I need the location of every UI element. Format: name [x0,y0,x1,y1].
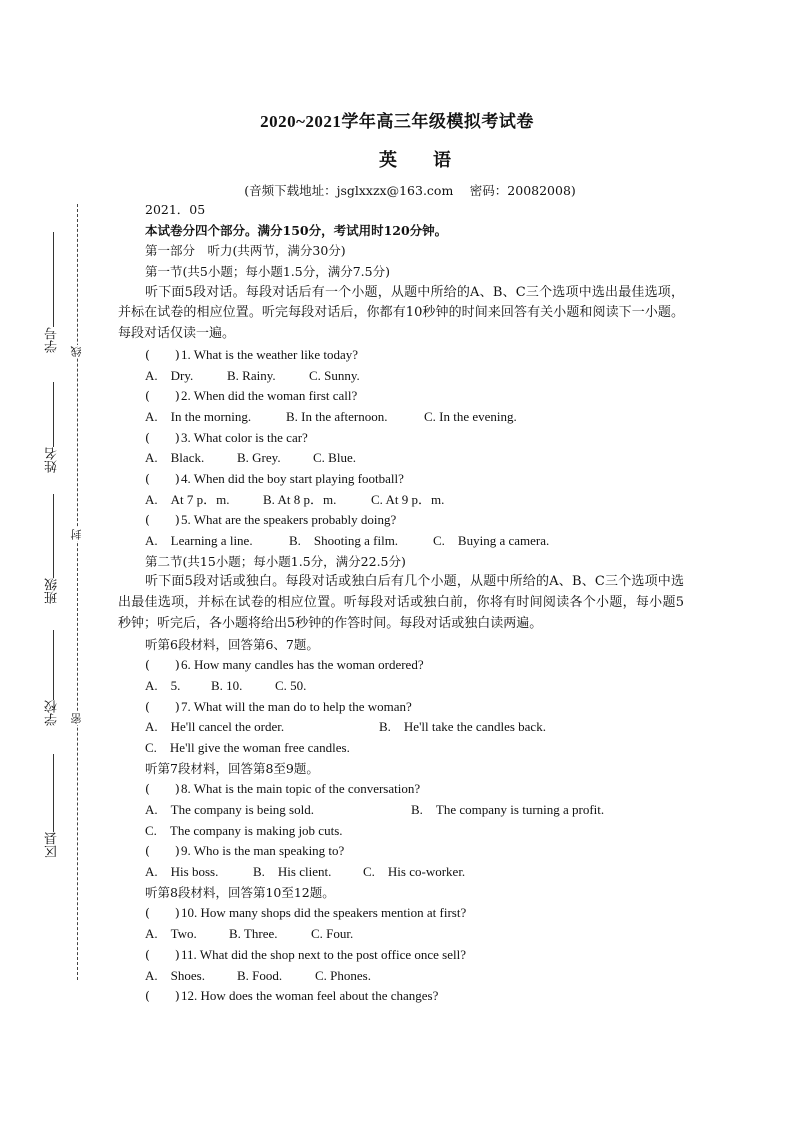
class-field [42,492,64,604]
binding-dashed-line [77,204,78,980]
option-a: A. Learning a line. [145,533,253,549]
option-a: A. His boss. [145,864,219,880]
options-row [118,717,684,738]
question: ( )9. Who is the man speaking to? [118,841,684,862]
option-a: A. 5. [145,677,181,693]
student-id-field [42,230,64,353]
exam-intro: 本试卷分四个部分。满分150分，考试用时120分钟。 [145,222,448,238]
option-a: A. Two. [145,926,197,942]
question-number: 10 [181,905,194,921]
answer-blank[interactable]: ( ) [145,657,180,673]
option-b: B. He'll take the candles back. [379,719,546,735]
question: ( )6. How many candles has the woman ordered? [118,655,684,676]
option-a: A. In the morning. [145,408,252,424]
question-number: 4 [181,470,188,486]
question-text: Who is the man speaking to? [193,843,345,859]
answer-blank[interactable]: ( ) [145,843,180,859]
question-number: 12 [181,988,194,1004]
class-blank[interactable] [53,494,54,578]
options-row [118,490,684,511]
district-label: 区县 [45,832,60,858]
answer-blank[interactable]: ( ) [145,946,180,962]
seal-line-char: 线 [70,346,83,357]
student-id-blank[interactable] [53,232,54,327]
option-c: C. 50. [275,677,307,693]
name-blank[interactable] [53,382,54,447]
question: ( )4. When did the boy start playing football? [118,469,684,490]
option-c: C. Four. [311,926,354,942]
options-row [118,924,684,945]
question-text: How many candles has the woman ordered? [194,657,424,673]
options-row [118,800,684,821]
question-number: 5 [181,512,188,528]
answer-blank[interactable]: ( ) [145,346,180,362]
question: ( )7. What will the man do to help the woman? [118,697,684,718]
option-c: C. Sunny. [309,367,360,383]
option-b: B. At 8 p．m. [263,491,337,507]
option-a: A. Dry. [145,367,194,383]
answer-blank[interactable]: ( ) [145,781,180,797]
seal-seal-char: 封 [70,529,83,540]
answer-blank[interactable]: ( ) [145,988,180,1004]
question: ( )3. What color is the car? [118,428,684,449]
question-number: 3 [181,429,188,445]
option-b: B. 10. [211,677,243,693]
question-text: What color is the car? [193,429,308,445]
seal-secret-char: 密 [70,713,83,724]
question-number: 7 [181,698,188,714]
district-blank[interactable] [53,754,54,832]
option-c: C. Blue. [313,450,356,466]
page-title: 2020~2021学年高三年级模拟考试卷 [260,112,534,131]
question-text: When did the boy start playing football? [193,470,404,486]
question-number: 6 [181,657,188,673]
answer-blank[interactable]: ( ) [145,470,180,486]
options-row [118,738,684,759]
question: ( )2. When did the woman first call? [118,386,684,407]
class-label: 班级 [45,578,60,604]
question-number: 11 [181,946,194,962]
options-row [118,407,684,428]
answer-blank[interactable]: ( ) [145,512,180,528]
option-c: C. Buying a camera. [433,533,550,549]
option-b: B. Three. [229,926,278,942]
district-field [42,752,64,858]
options-row [118,676,684,697]
section1-title: 第一节(共5小题；每小题1.5分，满分7.5分) [145,264,390,280]
option-c: C. He'll give the woman free candles. [145,739,350,755]
question: ( )10. How many shops did the speakers mention at first? [118,903,684,924]
school-label: 学校 [45,700,60,726]
options-row [118,862,684,883]
question-number: 8 [181,781,188,797]
option-a: A. He'll cancel the order. [145,719,285,735]
student-id-label: 学号 [45,327,60,353]
section1-instructions: 听下面5段对话。每段对话后有一个小题，从题中所给的A、B、C三个选项中选出最佳选项，并标在试卷的相应位置。听完每段对话后，你都有10秒钟的时间来回答有关小题和阅读下一小题。每段对话仅读一遍。 [118,284,684,342]
question-number: 2 [181,388,188,404]
answer-blank[interactable]: ( ) [145,905,180,921]
exam-content [118,200,684,1007]
option-b: B. Food. [237,967,283,983]
material-6-note: 听第6段材料，回答第6、7题。 [145,636,319,652]
section2-instructions: 听下面5段对话或独白。每段对话或独白后有几个小题，从题中所给的A、B、C三个选项中选出最佳选项，并标在试卷的相应位置。听每段对话或独白前，你将有时间阅读各个小题，每小题5秒钟；听完后，各小题将给出5秒钟的作答时间。每段对话或独白读两遍。 [118,574,684,631]
name-field [42,380,64,473]
options-row [118,448,684,469]
question: ( )8. What is the main topic of the conversation? [118,779,684,800]
question-text: How does the woman feel about the changes? [200,988,439,1004]
question-number: 1 [181,346,188,362]
subject-title: 英 语 [379,150,451,171]
option-b: B. In the afternoon. [286,408,388,424]
school-field [42,628,64,726]
part1-title: 第一部分 听力(共两节，满分30分) [145,243,346,259]
question: ( )12. How does the woman feel about the changes? [118,986,684,1007]
material-7-note: 听第7段材料，回答第8至9题。 [145,760,319,776]
option-c: C. His co-worker. [363,864,466,880]
option-c: C. In the evening. [424,408,517,424]
name-label: 姓名 [45,447,60,473]
option-b: B. Rainy. [227,367,276,383]
exam-date: 2021．05 [145,202,206,217]
option-c: C. At 9 p．m. [371,491,445,507]
question-text: What did the shop next to the post office once sell? [199,946,466,962]
question-text: What is the weather like today? [193,346,359,362]
option-b: B. His client. [253,864,332,880]
option-c: C. The company is making job cuts. [145,822,343,838]
question: ( )5. What are the speakers probably doing? [118,510,684,531]
question-text: What are the speakers probably doing? [193,512,397,528]
options-row [118,821,684,842]
answer-blank[interactable]: ( ) [145,429,180,445]
question-text: What will the man do to help the woman? [193,698,412,714]
option-a: A. At 7 p．m. [145,491,230,507]
school-blank[interactable] [53,630,54,700]
option-a: A. The company is being sold. [145,802,314,818]
question-text: What is the main topic of the conversation? [193,781,421,797]
question-text: When did the woman first call? [193,388,358,404]
option-a: A. Shoes. [145,967,205,983]
audio-download-note: (音频下载地址：jsglxxzx@163.com 密码：20082008) [244,183,576,198]
answer-blank[interactable]: ( ) [145,698,180,714]
option-b: B. The company is turning a profit. [411,802,605,818]
answer-blank[interactable]: ( ) [145,388,180,404]
option-a: A. Black. [145,450,205,466]
question: ( )1. What is the weather like today? [118,345,684,366]
options-row [118,531,684,552]
section2-title: 第二节(共15小题；每小题1.5分，满分22.5分) [145,553,406,569]
options-row [118,966,684,987]
option-b: B. Shooting a film. [289,533,399,549]
question-number: 9 [181,843,188,859]
option-c: C. Phones. [315,967,371,983]
options-row [118,366,684,387]
material-8-note: 听第8段材料，回答第10至12题。 [145,884,335,900]
question: ( )11. What did the shop next to the post office once sell? [118,945,684,966]
option-b: B. Grey. [237,450,281,466]
question-text: How many shops did the speakers mention at first? [200,905,467,921]
